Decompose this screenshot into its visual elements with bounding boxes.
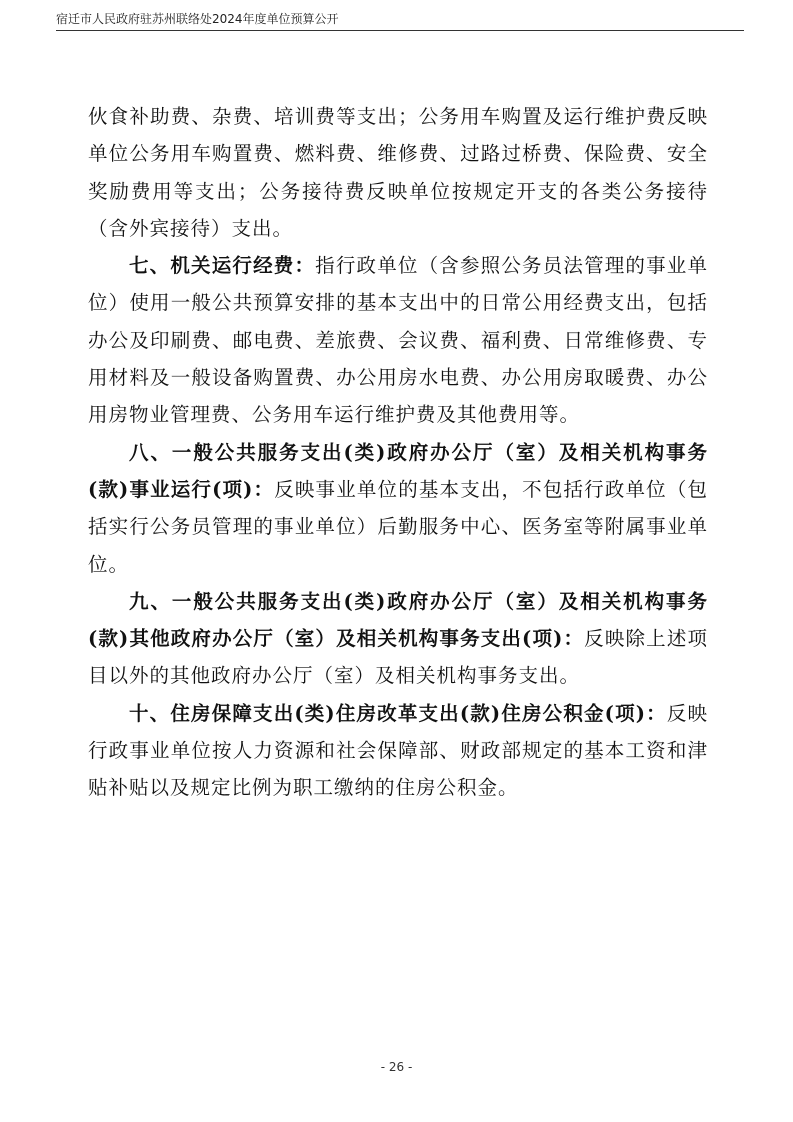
section-7-heading: 七、机关运行经费： xyxy=(129,254,316,278)
page-header xyxy=(56,6,744,31)
section-8-text: 反映事业单位的基本支出，不包括行政单位（包括实行公务员管理的事业单位）后勤服务中心、医务室等附属事业单位。 xyxy=(88,477,708,576)
paragraph-section-10 xyxy=(88,695,708,807)
paragraph-continuation: 伙食补助费、杂费、培训费等支出；公务用车购置及运行维护费反映单位公务用车购置费、燃料费、维修费、过路过桥费、保险费、安全奖励费用等支出；公务接待费反映单位按规定开支的各类公务接待（含外宾接待）支出。 xyxy=(88,105,708,240)
paragraph-section-8 xyxy=(88,434,708,583)
header-title: 宿迁市人民政府驻苏州联络处2024年度单位预算公开 xyxy=(56,12,339,26)
section-8-heading: 八、一般公共服务支出(类)政府办公厅（室）及相关机构事务(款)事业运行(项)： xyxy=(88,440,708,501)
section-9-heading: 九、一般公共服务支出(类)政府办公厅（室）及相关机构事务(款)其他政府办公厅（室）及相关机构事务支出(项)： xyxy=(88,589,708,651)
paragraph-section-9 xyxy=(88,583,708,695)
paragraph-section-7 xyxy=(88,247,708,433)
section-9-text: 反映除上述项目以外的其他政府办公厅（室）及相关机构事务支出。 xyxy=(88,627,708,688)
section-10-text: 反映行政事业单位按人力资源和社会保障部、财政部规定的基本工资和津贴补贴以及规定比例为职工缴纳的住房公积金。 xyxy=(88,701,708,800)
page-number: - 26 - xyxy=(380,1060,413,1074)
document-body xyxy=(88,98,708,807)
section-7-text: 指行政单位（含参照公务员法管理的事业单位）使用一般公共预算安排的基本支出中的日常公用经费支出，包括办公及印刷费、邮电费、差旅费、会议费、福利费、日常维修费、专用材料及一般设备购置费、办公用房水电费、办公用房取暖费、办公用房物业管理费、公务用车运行维护费及其他费用等。 xyxy=(88,254,708,427)
section-10-heading: 十、住房保障支出(类)住房改革支出(款)住房公积金(项)： xyxy=(129,701,667,725)
